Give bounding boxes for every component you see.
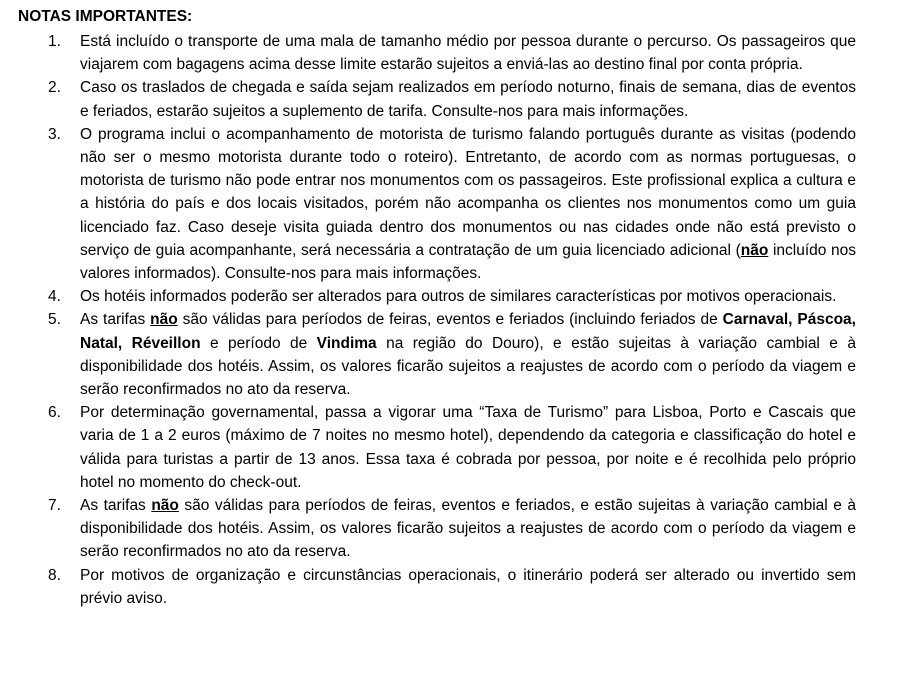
note-item xyxy=(18,76,856,122)
note-text xyxy=(80,79,856,119)
note-text xyxy=(80,497,856,560)
note-emphasis-holidays: Carnaval, Páscoa, Natal, Réveillon xyxy=(80,311,856,352)
note-emphasis-nao: não xyxy=(151,497,179,515)
note-number: 4. xyxy=(48,288,61,306)
note-text xyxy=(80,311,856,398)
note-text-segment: As tarifas xyxy=(80,497,152,515)
document xyxy=(18,6,856,610)
note-text-segment: são válidas para períodos de feiras, eventos e feriados (incluindo feriados de xyxy=(177,311,723,329)
note-text xyxy=(80,126,856,282)
note-number: 3. xyxy=(48,125,61,143)
note-item xyxy=(18,123,856,285)
note-text-segment: As tarifas xyxy=(80,311,151,329)
note-number: 2. xyxy=(48,79,61,97)
note-item xyxy=(18,30,856,76)
note-number: 7. xyxy=(48,497,61,515)
note-text-segment: são válidas para períodos de feiras, eventos e feriados, e estão sujeitas à variação cambial e à disponibilidade dos hotéis. Assim, os valores ficarão sujeitos a reajustes de acordo com o período da viagem e serão reconfirmados no ato da reserva. xyxy=(80,497,856,561)
note-item xyxy=(18,285,856,308)
note-text xyxy=(80,288,836,305)
note-number: 5. xyxy=(48,311,61,329)
notes-heading: NOTAS IMPORTANTES: xyxy=(18,8,193,25)
note-text xyxy=(80,567,856,607)
note-text-segment: e período de xyxy=(200,334,317,352)
note-text-segment: Os hotéis informados poderão ser alterados para outros de similares características por motivos operacionais. xyxy=(80,288,837,306)
note-number: 8. xyxy=(48,566,61,584)
note-number: 1. xyxy=(48,33,61,50)
note-item xyxy=(18,564,856,610)
note-text-segment: O programa inclui o acompanhamento de motorista de turismo falando português durante as visitas (podendo não ser o mesmo motorista durante todo o roteiro). Entretanto, de acordo com as normas portuguesas, o motorista de turismo não pode entrar nos monumentos com os passageiros. Este profissional explica a cultura e a história do país e dos locais visitados, porém não acompanha os clientes nos monumentos como um guia licenciado faz. Caso deseje visita guiada dentro dos monumentos ou nas cidades onde não está previsto o serviço de guia acompanhante, será necessária a contratação de um guia licenciado adicional ( xyxy=(80,125,856,259)
note-text-segment: Por motivos de organização e circunstâncias operacionais, o itinerário poderá ser alterado ou invertido sem prévio aviso. xyxy=(80,566,856,607)
note-item xyxy=(18,401,856,494)
note-text xyxy=(80,404,856,491)
note-emphasis-nao: não xyxy=(740,241,769,259)
note-text-segment: Está incluído o transporte de uma mala de tamanho médio por pessoa durante o percurso. Os passageiros que viajarem com bagagens acima desse limite estarão sujeitos a enviá-las ao destino final por conta própria. xyxy=(80,33,856,74)
note-emphasis-nao: não xyxy=(150,311,178,329)
note-text-segment: na região do Douro), e estão sujeitas à variação cambial e à disponibilidade dos hotéis. Assim, os valores ficarão sujeitos a reajustes de acordo com o período da viagem e serão reconfirmados no ato da reserva. xyxy=(80,334,856,399)
note-text-segment: Caso os traslados de chegada e saída sejam realizados em período noturno, finais de semana, dias de eventos e feriados, estarão sujeitos a suplemento de tarifa. Consulte-nos para mais informações. xyxy=(80,79,856,120)
notes-list xyxy=(18,30,856,610)
note-item xyxy=(18,494,856,564)
note-emphasis-vindima: Vindima xyxy=(316,334,377,352)
note-text-segment: incluído nos valores informados). Consulte-nos para mais informações. xyxy=(80,241,856,283)
note-text-segment: Por determinação governamental, passa a vigorar uma “Taxa de Turismo” para Lisboa, Porto e Cascais que varia de 1 a 2 euros (máximo de 7 noites no mesmo hotel), dependendo da categoria e classificação do hotel e válida para turistas a partir de 13 anos. Essa taxa é cobrada por pessoa, por noite e é recolhida pelo próprio hotel no momento do check-out. xyxy=(80,404,856,491)
note-text xyxy=(80,33,856,73)
note-item xyxy=(18,308,856,401)
note-number: 6. xyxy=(48,404,61,422)
